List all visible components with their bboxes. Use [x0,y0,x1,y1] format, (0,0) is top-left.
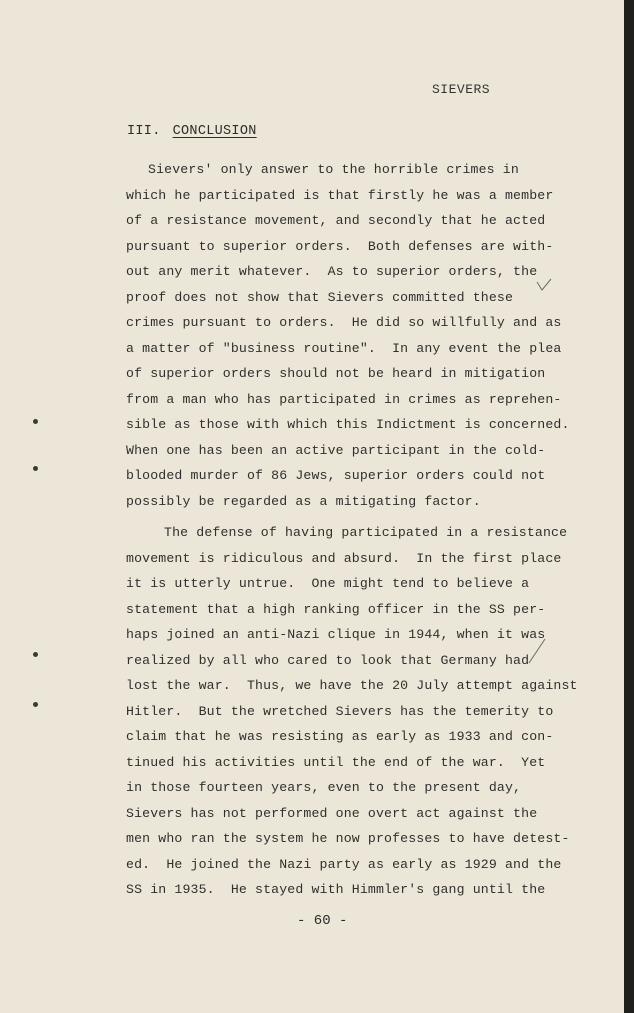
paragraph-1 [126,157,570,514]
text-line: realized by all who cared to look that Germany had [126,652,530,668]
text-line: The defense of having participated in a resistance [164,525,568,540]
section-number: III. [127,124,161,139]
text-line: sible as those with which this Indictment is concerned. [126,417,570,432]
margin-dot [33,466,38,471]
text-line: Hitler. But the wretched Sievers has the temerity to [126,703,554,719]
text-line: a matter of "business routine". In any event the plea [126,340,562,356]
text-line: from a man who has participated in crimes as reprehen- [126,391,562,407]
text-line: out any merit whatever. As to superior orders, the [126,264,538,279]
text-line: men who ran the system he now professes to have detest- [126,831,570,846]
page-number: - 60 - [297,913,348,929]
section-heading [127,124,257,139]
margin-dot [33,419,38,424]
section-title: CONCLUSION [172,124,257,139]
text-line: When one has been an active participant in the cold- [126,442,546,458]
text-line: Sievers has not performed one overt act against the [126,805,538,821]
margin-dot [33,702,38,707]
text-line: ed. He joined the Nazi party as early as 1929 and the [126,856,562,872]
text-line: pursuant to superior orders. Both defenses are with- [126,238,554,254]
text-line: Sievers' only answer to the horrible crimes in [148,162,519,177]
text-line: of a resistance movement, and secondly that he acted [126,213,546,228]
text-line: proof does not show that Sievers committed these [126,289,514,305]
body-text [126,157,578,903]
pencil-check-mark [536,278,552,292]
text-line: possibly be regarded as a mitigating factor. [126,493,481,509]
pencil-slash-mark [527,638,547,664]
text-line: movement is ridiculous and absurd. In the first place [126,550,562,566]
text-line: blooded murder of 86 Jews, superior orders could not [126,468,546,483]
text-line: statement that a high ranking officer in the SS per- [126,601,546,617]
text-line: in those fourteen years, even to the present day, [126,780,522,795]
text-line: it is utterly untrue. One might tend to believe a [126,576,530,591]
text-line: claim that he was resisting as early as 1933 and con- [126,729,554,744]
text-line: crimes pursuant to orders. He did so willfully and as [126,315,562,330]
page-edge-shadow [624,0,634,1013]
text-line: SS in 1935. He stayed with Himmler's gang until the [126,882,546,897]
text-line: which he participated is that firstly he was a member [126,187,554,203]
text-line: of superior orders should not be heard in mitigation [126,366,546,381]
margin-dot [33,652,38,657]
text-line: haps joined an anti-Nazi clique in 1944, when it was [126,627,546,642]
header-defendant-name: SIEVERS [432,82,491,97]
text-line: lost the war. Thus, we have the 20 July attempt against [126,678,578,693]
paragraph-2 [126,520,578,903]
text-line: tinued his activities until the end of the war. Yet [126,754,546,770]
